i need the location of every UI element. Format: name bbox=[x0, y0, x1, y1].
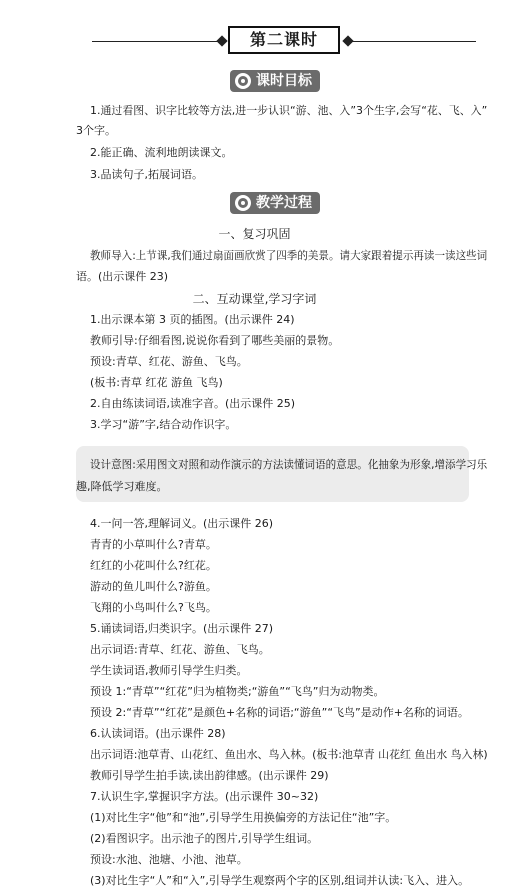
part2-cont-line: (3)对比生字“人”和“入”,引导学生观察两个字的区别,组词并认读:飞入、进入。 bbox=[90, 874, 470, 887]
part2-line: 预设:青草、红花、游鱼、飞鸟。 bbox=[90, 355, 248, 368]
part2-line: 3.学习“游”字,结合动作识字。 bbox=[90, 418, 237, 431]
goal-line: 3.品读句子,拓展词语。 bbox=[90, 168, 203, 181]
goals-badge-label: 课时目标 bbox=[256, 73, 312, 89]
lesson-title-row bbox=[0, 26, 509, 56]
process-badge bbox=[230, 192, 320, 214]
goal-line: 2.能正确、流利地朗读课文。 bbox=[90, 146, 233, 159]
part2-cont-line: 飞翔的小鸟叫什么?飞鸟。 bbox=[90, 601, 217, 614]
part2-line: (板书:青草 红花 游鱼 飞鸟) bbox=[90, 376, 223, 389]
part2-cont-line: 6.认读词语。(出示课件 28) bbox=[90, 727, 226, 740]
design-note-line: 设计意图:采用图文对照和动作演示的方法读懂词语的意思。化抽象为形象,增添学习乐 bbox=[90, 458, 488, 471]
part2-line: 2.自由练读词语,读准字音。(出示课件 25) bbox=[90, 397, 296, 410]
part2-cont-line: (2)看图识字。出示池子的图片,引导学生组词。 bbox=[90, 832, 319, 845]
part2-cont-line: 预设 1:“青草”“红花”归为植物类;“游鱼”“飞鸟”归为动物类。 bbox=[90, 685, 385, 698]
process-badge-label: 教学过程 bbox=[256, 195, 312, 211]
part2-cont-line: 出示词语:池草青、山花红、鱼出水、鸟入林。(板书:池草青 山花红 鱼出水 鸟入林) bbox=[90, 748, 488, 761]
part2-cont-line: 4.一问一答,理解词义。(出示课件 26) bbox=[90, 517, 274, 530]
part2-cont-line: 5.诵读词语,归类识字。(出示课件 27) bbox=[90, 622, 274, 635]
goal-line: 3个字。 bbox=[76, 124, 116, 137]
part2-line: 1.出示课本第 3 页的插图。(出示课件 24) bbox=[90, 313, 295, 326]
target-icon bbox=[235, 195, 251, 211]
goals-badge bbox=[230, 70, 320, 92]
design-note-line: 趣,降低学习难度。 bbox=[76, 480, 168, 493]
title-diamond-left bbox=[216, 35, 227, 46]
title-rule-left bbox=[92, 41, 222, 42]
part1-heading: 一、复习巩固 bbox=[218, 227, 291, 241]
part2-cont-line: 游动的鱼儿叫什么?游鱼。 bbox=[90, 580, 217, 593]
title-rule-right bbox=[346, 41, 476, 42]
part2-cont-line: 教师引导学生拍手读,读出韵律感。(出示课件 29) bbox=[90, 769, 329, 782]
part2-cont-line: 预设:水池、池塘、小池、池草。 bbox=[90, 853, 248, 866]
part2-line: 教师引导:仔细看图,说说你看到了哪些美丽的景物。 bbox=[90, 334, 340, 347]
part2-cont-line: 7.认识生字,掌握识字方法。(出示课件 30~32) bbox=[90, 790, 319, 803]
goal-line: 1.通过看图、识字比较等方法,进一步认识“游、池、入”3个生字,会写“花、飞、入” bbox=[90, 104, 488, 117]
part2-cont-line: 出示词语:青草、红花、游鱼、飞鸟。 bbox=[90, 643, 270, 656]
part2-cont-line: 红红的小花叫什么?红花。 bbox=[90, 559, 217, 572]
part2-heading: 二、互动课堂,学习字词 bbox=[192, 292, 317, 306]
part2-cont-line: 预设 2:“青草”“红花”是颜色+名称的词语;“游鱼”“飞鸟”是动作+名称的词语。 bbox=[90, 706, 469, 719]
lesson-title: 第二课时 bbox=[228, 26, 340, 54]
part1-line: 教师导入:上节课,我们通过扇面画欣赏了四季的美景。请大家跟着提示再读一读这些词 bbox=[90, 249, 488, 262]
part2-cont-line: 青青的小草叫什么?青草。 bbox=[90, 538, 217, 551]
part1-line: 语。(出示课件 23) bbox=[76, 270, 169, 283]
part2-cont-line: 学生读词语,教师引导学生归类。 bbox=[90, 664, 248, 677]
target-icon bbox=[235, 73, 251, 89]
part2-cont-line: (1)对比生字“他”和“池”,引导学生用换偏旁的方法记住“池”字。 bbox=[90, 811, 397, 824]
